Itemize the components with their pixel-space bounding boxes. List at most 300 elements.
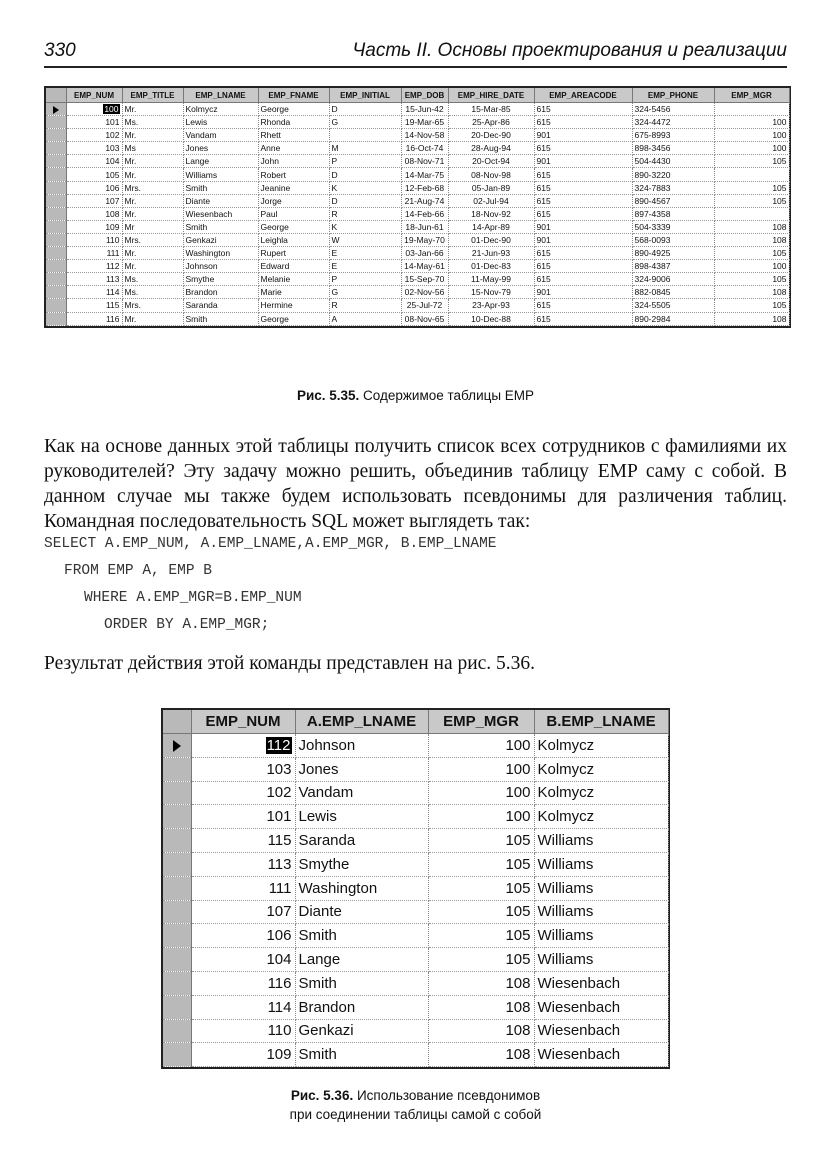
table-cell[interactable] (401, 103, 448, 116)
table-cell[interactable] (401, 286, 448, 299)
table-cell[interactable] (183, 247, 258, 260)
table-cell[interactable] (448, 155, 534, 168)
table-cell[interactable] (66, 286, 122, 299)
table-cell[interactable] (183, 103, 258, 116)
table-cell[interactable] (183, 181, 258, 194)
table-cell[interactable] (66, 273, 122, 286)
table-cell[interactable] (714, 168, 789, 181)
table-cell[interactable] (66, 129, 122, 142)
table-cell[interactable] (183, 286, 258, 299)
table-cell[interactable] (448, 116, 534, 129)
table-cell[interactable] (66, 194, 122, 207)
table-cell[interactable] (122, 273, 183, 286)
table-cell[interactable] (295, 900, 428, 924)
table-cell[interactable] (534, 312, 632, 325)
table-row[interactable] (163, 805, 668, 829)
table-row[interactable] (163, 971, 668, 995)
table-cell[interactable] (66, 103, 122, 116)
table-cell[interactable] (258, 273, 329, 286)
table-cell[interactable] (183, 129, 258, 142)
table-cell[interactable] (448, 286, 534, 299)
table-cell[interactable] (258, 181, 329, 194)
table-cell[interactable] (714, 233, 789, 246)
table-cell[interactable] (632, 273, 714, 286)
table-cell[interactable] (448, 273, 534, 286)
table-cell[interactable] (122, 155, 183, 168)
table-cell[interactable] (122, 286, 183, 299)
table-cell[interactable] (534, 757, 668, 781)
table-cell[interactable] (122, 103, 183, 116)
table-cell[interactable] (428, 900, 534, 924)
table-cell[interactable] (428, 757, 534, 781)
table-cell[interactable] (66, 220, 122, 233)
row-selector[interactable] (163, 1043, 191, 1067)
row-selector[interactable] (163, 924, 191, 948)
table-cell[interactable] (66, 181, 122, 194)
table-cell[interactable] (401, 312, 448, 325)
table-cell[interactable] (183, 168, 258, 181)
table-cell[interactable] (66, 207, 122, 220)
table-cell[interactable] (534, 829, 668, 853)
table-cell[interactable] (428, 829, 534, 853)
row-selector[interactable] (163, 971, 191, 995)
table-cell[interactable] (122, 181, 183, 194)
column-header-emp-areacode[interactable]: EMP_AREACODE (534, 88, 632, 103)
table-row[interactable] (46, 207, 789, 220)
table-cell[interactable] (191, 757, 295, 781)
table-row[interactable] (163, 734, 668, 758)
table-cell[interactable] (534, 1043, 668, 1067)
row-selector[interactable] (163, 900, 191, 924)
table-cell[interactable] (122, 260, 183, 273)
table-cell[interactable] (66, 299, 122, 312)
table-cell[interactable] (448, 220, 534, 233)
table-cell[interactable] (448, 233, 534, 246)
column-header-emp-num[interactable]: EMP_NUM (191, 710, 295, 734)
table-row[interactable] (46, 299, 789, 312)
table-cell[interactable] (428, 805, 534, 829)
column-header-emp-initial[interactable]: EMP_INITIAL (329, 88, 401, 103)
table-cell[interactable] (258, 233, 329, 246)
table-cell[interactable] (401, 233, 448, 246)
table-cell[interactable] (258, 155, 329, 168)
table-cell[interactable] (401, 129, 448, 142)
row-selector[interactable] (46, 142, 66, 155)
table-row[interactable] (163, 995, 668, 1019)
table-cell[interactable] (428, 876, 534, 900)
row-selector[interactable] (46, 168, 66, 181)
row-selector[interactable] (46, 103, 66, 116)
table-cell[interactable] (183, 273, 258, 286)
table-row[interactable] (163, 781, 668, 805)
table-cell[interactable] (534, 260, 632, 273)
table-cell[interactable] (183, 116, 258, 129)
table-cell[interactable] (258, 129, 329, 142)
table-cell[interactable] (401, 142, 448, 155)
table-cell[interactable] (534, 995, 668, 1019)
row-selector[interactable] (163, 757, 191, 781)
table-cell[interactable] (714, 220, 789, 233)
table-cell[interactable] (714, 207, 789, 220)
table-cell[interactable] (534, 103, 632, 116)
table-cell[interactable] (401, 168, 448, 181)
table-cell[interactable] (295, 948, 428, 972)
table-cell[interactable] (258, 116, 329, 129)
table-cell[interactable] (714, 286, 789, 299)
table-cell[interactable] (183, 155, 258, 168)
table-cell[interactable] (534, 781, 668, 805)
table-cell[interactable] (183, 299, 258, 312)
table-row[interactable] (46, 312, 789, 325)
table-cell[interactable] (714, 116, 789, 129)
table-cell[interactable] (632, 207, 714, 220)
table-cell[interactable] (401, 260, 448, 273)
table-cell[interactable] (428, 995, 534, 1019)
table-cell[interactable] (329, 155, 401, 168)
table-cell[interactable] (632, 299, 714, 312)
table-cell[interactable] (428, 924, 534, 948)
table-row[interactable] (163, 757, 668, 781)
row-selector[interactable] (163, 995, 191, 1019)
table-row[interactable] (163, 924, 668, 948)
table-cell[interactable] (183, 260, 258, 273)
table-cell[interactable] (258, 312, 329, 325)
table-cell[interactable] (191, 829, 295, 853)
table-cell[interactable] (191, 781, 295, 805)
table-cell[interactable] (428, 948, 534, 972)
table-cell[interactable] (258, 247, 329, 260)
table-row[interactable] (46, 286, 789, 299)
table-cell[interactable] (258, 260, 329, 273)
table-cell[interactable] (183, 142, 258, 155)
column-header-emp-mgr[interactable]: EMP_MGR (428, 710, 534, 734)
table-cell[interactable] (714, 273, 789, 286)
table-cell[interactable] (632, 168, 714, 181)
row-selector[interactable] (46, 129, 66, 142)
table-cell[interactable] (258, 299, 329, 312)
table-cell[interactable] (632, 233, 714, 246)
table-cell[interactable] (448, 207, 534, 220)
table-cell[interactable] (66, 247, 122, 260)
table-cell[interactable] (534, 116, 632, 129)
table-cell[interactable] (329, 142, 401, 155)
table-cell[interactable] (714, 103, 789, 116)
table-cell[interactable] (534, 805, 668, 829)
table-cell[interactable] (329, 286, 401, 299)
table-cell[interactable] (122, 220, 183, 233)
table-cell[interactable] (534, 1019, 668, 1043)
row-selector[interactable] (163, 876, 191, 900)
table-cell[interactable] (714, 181, 789, 194)
table-cell[interactable] (714, 312, 789, 325)
table-cell[interactable] (534, 181, 632, 194)
table-cell[interactable] (401, 116, 448, 129)
table-cell[interactable] (534, 155, 632, 168)
table-cell[interactable] (428, 1043, 534, 1067)
column-header-emp-mgr[interactable]: EMP_MGR (714, 88, 789, 103)
table-row[interactable] (46, 194, 789, 207)
row-selector[interactable] (163, 805, 191, 829)
row-selector[interactable] (46, 260, 66, 273)
table-row[interactable] (46, 220, 789, 233)
table-cell[interactable] (258, 286, 329, 299)
table-cell[interactable] (448, 312, 534, 325)
table-cell[interactable] (191, 876, 295, 900)
table-row[interactable] (46, 103, 789, 116)
table-cell[interactable] (428, 781, 534, 805)
table-cell[interactable] (448, 194, 534, 207)
table-cell[interactable] (714, 299, 789, 312)
table-cell[interactable] (448, 168, 534, 181)
table-cell[interactable] (66, 233, 122, 246)
table-cell[interactable] (258, 103, 329, 116)
table-row[interactable] (163, 948, 668, 972)
table-cell[interactable] (534, 286, 632, 299)
table-cell[interactable] (183, 207, 258, 220)
table-cell[interactable] (632, 142, 714, 155)
row-selector[interactable] (46, 286, 66, 299)
table-cell[interactable] (329, 299, 401, 312)
table-cell[interactable] (122, 116, 183, 129)
row-selector[interactable] (46, 155, 66, 168)
table-cell[interactable] (534, 194, 632, 207)
table-row[interactable] (46, 273, 789, 286)
table-cell[interactable] (632, 312, 714, 325)
table-cell[interactable] (534, 924, 668, 948)
table-row[interactable] (163, 900, 668, 924)
row-selector[interactable] (46, 220, 66, 233)
table-cell[interactable] (632, 194, 714, 207)
table-cell[interactable] (401, 155, 448, 168)
table-cell[interactable] (534, 168, 632, 181)
table-row[interactable] (163, 852, 668, 876)
table-cell[interactable] (295, 781, 428, 805)
table-cell[interactable] (122, 312, 183, 325)
table-row[interactable] (46, 233, 789, 246)
table-cell[interactable] (632, 220, 714, 233)
row-selector[interactable] (46, 116, 66, 129)
table-cell[interactable] (122, 194, 183, 207)
table-cell[interactable] (534, 876, 668, 900)
table-row[interactable] (46, 155, 789, 168)
table-cell[interactable] (329, 194, 401, 207)
table-cell[interactable] (183, 312, 258, 325)
row-selector[interactable] (46, 273, 66, 286)
table-cell[interactable] (534, 129, 632, 142)
table-cell[interactable] (66, 168, 122, 181)
table-cell[interactable] (191, 924, 295, 948)
row-selector[interactable] (46, 233, 66, 246)
table-cell[interactable] (295, 1043, 428, 1067)
table-cell[interactable] (66, 142, 122, 155)
table-cell[interactable] (401, 181, 448, 194)
table-cell[interactable] (534, 852, 668, 876)
table-cell[interactable] (448, 142, 534, 155)
table-cell[interactable] (534, 971, 668, 995)
row-selector[interactable] (46, 299, 66, 312)
table-cell[interactable] (428, 852, 534, 876)
column-header-emp-phone[interactable]: EMP_PHONE (632, 88, 714, 103)
table-cell[interactable] (401, 299, 448, 312)
table-cell[interactable] (122, 299, 183, 312)
table-cell[interactable] (401, 207, 448, 220)
table-cell[interactable] (428, 734, 534, 758)
table-row[interactable] (46, 142, 789, 155)
table-row[interactable] (163, 876, 668, 900)
table-cell[interactable] (632, 116, 714, 129)
column-header-emp-fname[interactable]: EMP_FNAME (258, 88, 329, 103)
table-row[interactable] (46, 129, 789, 142)
table-cell[interactable] (534, 900, 668, 924)
column-header-emp-num[interactable]: EMP_NUM (66, 88, 122, 103)
table-cell[interactable] (448, 103, 534, 116)
table-cell[interactable] (122, 247, 183, 260)
table-cell[interactable] (183, 194, 258, 207)
table-cell[interactable] (632, 286, 714, 299)
row-selector[interactable] (46, 207, 66, 220)
table-cell[interactable] (191, 734, 295, 758)
table-cell[interactable] (258, 207, 329, 220)
table-cell[interactable] (401, 220, 448, 233)
table-cell[interactable] (329, 103, 401, 116)
table-cell[interactable] (183, 220, 258, 233)
table-cell[interactable] (534, 142, 632, 155)
table-cell[interactable] (258, 220, 329, 233)
table-cell[interactable] (632, 103, 714, 116)
table-cell[interactable] (714, 129, 789, 142)
row-selector[interactable] (163, 734, 191, 758)
table-cell[interactable] (329, 273, 401, 286)
table-cell[interactable] (329, 247, 401, 260)
table-cell[interactable] (534, 734, 668, 758)
table-cell[interactable] (295, 734, 428, 758)
table-cell[interactable] (122, 142, 183, 155)
row-selector[interactable] (163, 829, 191, 853)
table-cell[interactable] (428, 1019, 534, 1043)
table-cell[interactable] (401, 247, 448, 260)
table-row[interactable] (46, 247, 789, 260)
table-cell[interactable] (122, 207, 183, 220)
table-cell[interactable] (329, 260, 401, 273)
table-cell[interactable] (66, 155, 122, 168)
table-cell[interactable] (534, 948, 668, 972)
table-cell[interactable] (122, 168, 183, 181)
table-cell[interactable] (632, 129, 714, 142)
table-cell[interactable] (295, 995, 428, 1019)
table-row[interactable] (46, 181, 789, 194)
table-cell[interactable] (534, 247, 632, 260)
table-cell[interactable] (329, 233, 401, 246)
table-cell[interactable] (401, 194, 448, 207)
table-row[interactable] (163, 1043, 668, 1067)
table-cell[interactable] (534, 220, 632, 233)
table-cell[interactable] (632, 155, 714, 168)
table-cell[interactable] (534, 207, 632, 220)
table-cell[interactable] (714, 260, 789, 273)
table-cell[interactable] (191, 971, 295, 995)
row-selector[interactable] (46, 312, 66, 325)
table-cell[interactable] (428, 971, 534, 995)
table-cell[interactable] (632, 181, 714, 194)
table-cell[interactable] (448, 299, 534, 312)
table-cell[interactable] (295, 876, 428, 900)
table-cell[interactable] (534, 273, 632, 286)
row-selector[interactable] (163, 781, 191, 805)
table-cell[interactable] (534, 299, 632, 312)
column-header-emp-lname[interactable]: EMP_LNAME (183, 88, 258, 103)
table-row[interactable] (46, 116, 789, 129)
table-cell[interactable] (191, 1043, 295, 1067)
table-cell[interactable] (191, 805, 295, 829)
table-cell[interactable] (191, 995, 295, 1019)
column-header-emp-hire-date[interactable]: EMP_HIRE_DATE (448, 88, 534, 103)
column-header-b-emp-lname[interactable]: B.EMP_LNAME (534, 710, 668, 734)
table-cell[interactable] (448, 129, 534, 142)
table-row[interactable] (46, 260, 789, 273)
column-header-emp-title[interactable]: EMP_TITLE (122, 88, 183, 103)
table-cell[interactable] (122, 233, 183, 246)
table-cell[interactable] (632, 260, 714, 273)
table-cell[interactable] (329, 168, 401, 181)
table-cell[interactable] (258, 194, 329, 207)
table-cell[interactable] (66, 260, 122, 273)
table-cell[interactable] (714, 194, 789, 207)
table-cell[interactable] (258, 168, 329, 181)
table-cell[interactable] (448, 181, 534, 194)
table-row[interactable] (163, 829, 668, 853)
table-cell[interactable] (448, 247, 534, 260)
row-selector[interactable] (46, 247, 66, 260)
table-cell[interactable] (329, 220, 401, 233)
table-cell[interactable] (191, 948, 295, 972)
table-cell[interactable] (534, 233, 632, 246)
row-selector[interactable] (46, 194, 66, 207)
table-cell[interactable] (329, 207, 401, 220)
table-cell[interactable] (295, 924, 428, 948)
row-selector[interactable] (163, 1019, 191, 1043)
table-cell[interactable] (66, 116, 122, 129)
table-row[interactable] (163, 1019, 668, 1043)
table-cell[interactable] (122, 129, 183, 142)
table-cell[interactable] (714, 247, 789, 260)
table-cell[interactable] (448, 260, 534, 273)
table-cell[interactable] (714, 142, 789, 155)
table-cell[interactable] (258, 142, 329, 155)
table-cell[interactable] (329, 181, 401, 194)
row-selector[interactable] (46, 181, 66, 194)
table-cell[interactable] (191, 900, 295, 924)
table-cell[interactable] (329, 312, 401, 325)
table-cell[interactable] (295, 1019, 428, 1043)
table-cell[interactable] (295, 852, 428, 876)
table-cell[interactable] (329, 129, 401, 142)
table-cell[interactable] (295, 829, 428, 853)
table-cell[interactable] (329, 116, 401, 129)
table-cell[interactable] (66, 312, 122, 325)
table-cell[interactable] (295, 757, 428, 781)
column-header-emp-dob[interactable]: EMP_DOB (401, 88, 448, 103)
table-cell[interactable] (295, 971, 428, 995)
table-cell[interactable] (714, 155, 789, 168)
table-cell[interactable] (295, 805, 428, 829)
column-header-a-emp-lname[interactable]: A.EMP_LNAME (295, 710, 428, 734)
table-cell[interactable] (632, 247, 714, 260)
table-cell[interactable] (401, 273, 448, 286)
table-cell[interactable] (191, 852, 295, 876)
table-cell[interactable] (191, 1019, 295, 1043)
table-row[interactable] (46, 168, 789, 181)
table-cell[interactable] (183, 233, 258, 246)
